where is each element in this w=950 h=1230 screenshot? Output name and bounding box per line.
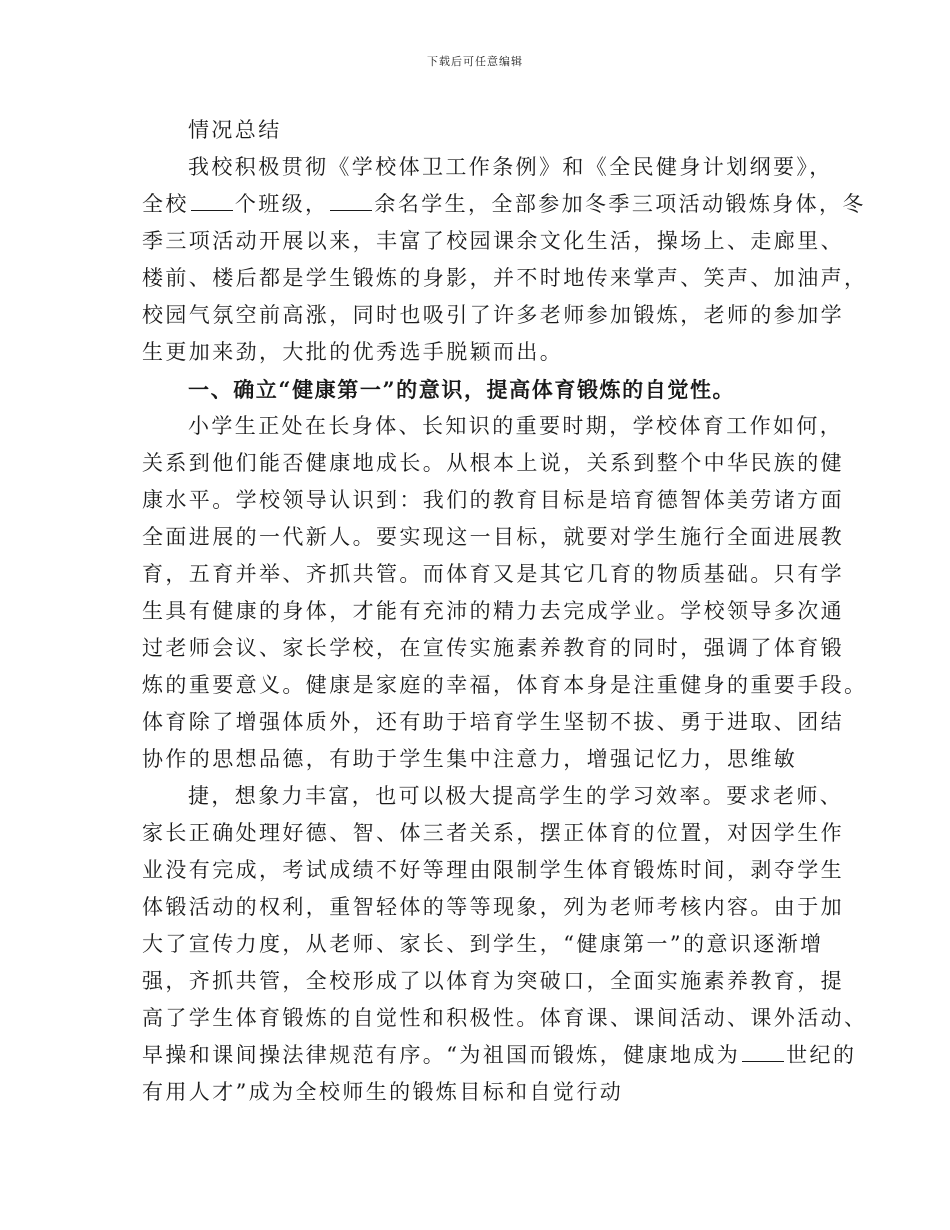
text-fragment: 早操和课间操法律规范有序。“为祖国而锻炼，健康地成为 (142, 1043, 741, 1067)
text-fragment: 世纪的 (786, 1043, 857, 1067)
text-line (142, 1037, 857, 1074)
paragraph-1 (142, 408, 868, 778)
text-line: 关系到他们能否健康地成长。从根本上说，关系到整个中华民族的健 (142, 451, 844, 475)
text-line: 校园气氛空前高涨，同时也吸引了许多老师参加锻炼，老师的参加学 (142, 303, 844, 327)
text-line: 体锻活动的权利，重智轻体的等等现象，列为老师考核内容。由于加 (142, 895, 844, 919)
text-line: 强，齐抓共管，全校形成了以体育为突破口，全面实施素养教育，提 (142, 969, 844, 993)
text-line: 高了学生体育锻炼的自觉性和积极性。体育课、课间活动、课外活动、 (142, 1006, 868, 1030)
text-fragment: 个班级， (234, 192, 329, 216)
fill-in-blank (330, 192, 372, 211)
text-line: 业没有完成，考试成绩不好等理由限制学生体育锻炼时间，剥夺学生 (142, 858, 844, 882)
text-fragment: 余名学生，全部参加冬季三项活动锻炼身体，冬 (374, 192, 866, 216)
paragraph-2 (142, 778, 868, 1111)
text-line: 全面进展的一代新人。要实现这一目标，就要对学生施行全面进展教 (142, 525, 844, 549)
text-line: 康水平。学校领导认识到：我们的教育目标是培育德智体美劳诸方面 (142, 488, 844, 512)
text-line: 体育除了增强体质外，还有助于培育学生坚韧不拔、勇于进取、团结 (142, 710, 844, 734)
text-line: 捷，想象力丰富，也可以极大提高学生的学习效率。要求老师、 (188, 784, 844, 808)
text-line: 生具有健康的身体，才能有充沛的精力去完成学业。学校领导多次通 (142, 599, 844, 623)
text-line: 楼前、楼后都是学生锻炼的身影，并不时地传来掌声、笑声、加油声， (142, 266, 868, 290)
text-line: 大了宣传力度，从老师、家长、到学生，“健康第一”的意识逐渐增 (142, 932, 824, 956)
section-heading: 一、确立“健康第一”的意识，提高体育锻炼的自觉性。 (188, 377, 736, 402)
text-fragment: 全校 (142, 192, 189, 216)
text-line: 生更加来劲，大批的优秀选手脱颖而出。 (142, 340, 564, 364)
fill-in-blank (191, 192, 233, 211)
text-line: 家长正确处理好德、智、体三者关系，摆正体育的位置，对因学生作 (142, 821, 844, 845)
text-line: 我校积极贯彻《学校体卫工作条例》和《全民健身计划纲要》， (188, 155, 833, 179)
intro-paragraph (142, 149, 868, 371)
document-body (142, 112, 868, 1111)
text-line: 季三项活动开展以来，丰富了校园课余文化生活，操场上、走廊里、 (142, 229, 844, 253)
text-line: 炼的重要意义。健康是家庭的幸福，体育本身是注重健身的重要手段。 (142, 673, 868, 697)
text-line (142, 186, 866, 223)
document-title: 情况总结 (188, 118, 282, 142)
fill-in-blank (742, 1043, 784, 1062)
text-line: 有用人才”成为全校师生的锻炼目标和自觉行动 (142, 1080, 624, 1104)
page-header-note: 下载后可任意编辑 (427, 55, 523, 68)
text-line: 协作的思想品德，有助于学生集中注意力，增强记忆力，思维敏 (142, 747, 798, 771)
text-line: 育，五育并举、齐抓共管。而体育又是其它几育的物质基础。只有学 (142, 562, 844, 586)
text-line: 过老师会议、家长学校，在宣传实施素养教育的同时，强调了体育锻 (142, 636, 844, 660)
text-line: 小学生正处在长身体、长知识的重要时期，学校体育工作如何， (188, 414, 844, 438)
